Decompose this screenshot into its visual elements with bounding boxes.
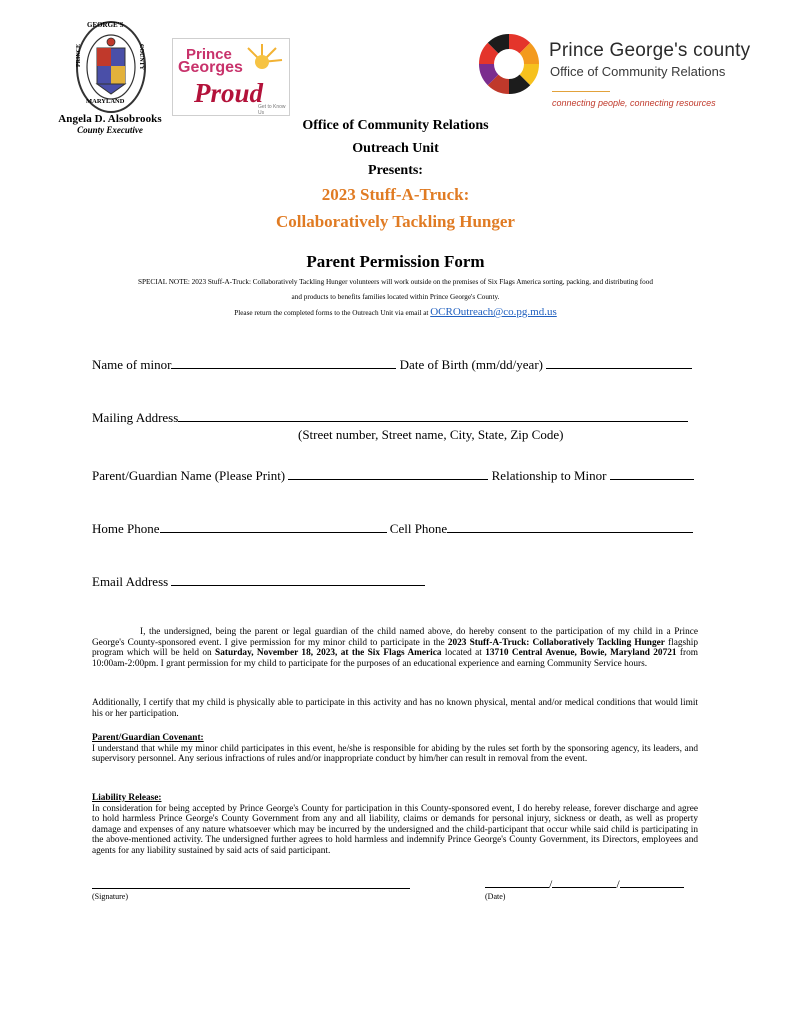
event-title-line-1: 2023 Stuff-A-Truck: — [321, 185, 470, 204]
signature-input[interactable] — [92, 888, 410, 889]
consent-text-a: I, the undersigned, being the parent or legal guardian of the child named above, do hereby consent to the participation of my child in a Prince George's County-sponsored event. I give permission for my minor child to participate in the — [92, 627, 698, 648]
guardian-name-input[interactable] — [288, 468, 488, 480]
minor-name-input[interactable] — [171, 357, 396, 369]
county-wheel-logo — [478, 33, 540, 95]
phone-row — [92, 521, 693, 537]
email-label: Email Address — [92, 574, 169, 589]
mailing-row — [92, 410, 688, 426]
tagline: connecting people, connecting resources — [552, 98, 716, 108]
email-input[interactable] — [171, 574, 425, 586]
date-input[interactable] — [485, 876, 684, 892]
covenant-section — [92, 733, 698, 765]
signature-label: (Signature) — [92, 892, 128, 901]
special-note-line-1: SPECIAL NOTE: 2023 Stuff-A-Truck: Collaboratively Tackling Hunger volunteers will work outside on the premises of Six Flags America sorting, packing, and distributing food — [138, 278, 653, 286]
event-date-venue: Saturday, November 18, 2023, at the Six Flags America — [215, 648, 442, 659]
special-note-line-3 — [0, 306, 791, 318]
executive-title: County Executive — [77, 125, 143, 135]
return-instruction: Please return the completed forms to the Outreach Unit via email at — [234, 309, 429, 317]
consent-text-g: from 10:00am-2:00pm. I grant permission for my child to participate for the purposes of an educational experience and earning Community Service hours. — [92, 648, 698, 669]
certify-paragraph: Additionally, I certify that my child is physically able to participate in this activity and has no known physical, mental and/or medical conditions that would limit his or her participation. — [92, 698, 698, 719]
guardian-name-label: Parent/Guardian Name (Please Print) — [92, 468, 286, 483]
covenant-text: I understand that while my minor child participates in this event, he/she is responsible for abiding by the rules set forth by the sponsoring agency, its leaders, and supervisory personnel. Any serious infractions of rules and/or inappropriate conduct by him/her can result in removal from the event. — [92, 743, 698, 765]
relationship-input[interactable] — [610, 468, 694, 480]
proud-line-3: Proud — [194, 78, 264, 108]
event-title-line-2: Collaboratively Tackling Hunger — [276, 212, 515, 231]
proud-line-2: Georges — [178, 59, 243, 76]
date-separator-1: / — [549, 877, 553, 891]
liability-text: In consideration for being accepted by Prince George's County for participation in this County-sponsored event, I do hereby release, forever discharge and agree to hold harmless Prince George's County Government from any and all liability, claims or demands for personal injury, sickness or death, as well as property damage and expenses of any nature whatsoever which may be incurred by the undersigned and the child-participant that occur while said child is participating in the above-mentioned activity. The undersigned further agrees to hold harmless and indemnify Prince George's County Government, its Directors, employees and agents for any liability sustained by said acts of said participant. — [92, 803, 698, 856]
guardian-row — [92, 468, 694, 484]
county-office: Office of Community Relations — [550, 64, 726, 79]
seal-left-text: PRINCE — [76, 44, 82, 68]
prince-georges-proud-logo — [172, 38, 290, 116]
date-separator-2: / — [616, 877, 620, 891]
email-row — [92, 574, 425, 590]
seal-bottom-text: MARYLAND — [86, 98, 125, 105]
special-note-line-2: and products to benefits families located within Prince George's County. — [291, 293, 500, 301]
liability-section — [92, 793, 698, 857]
cell-phone-label: Cell Phone — [389, 521, 448, 536]
minor-name-row — [92, 357, 692, 373]
consent-text-e: located at — [441, 648, 486, 659]
unit-title: Outreach Unit — [352, 141, 439, 156]
seal-top-text: GEORGE'S — [87, 21, 124, 29]
executive-name: Angela D. Alsobrooks — [58, 113, 162, 125]
home-phone-input[interactable] — [160, 521, 387, 533]
presents-label: Presents: — [368, 163, 423, 178]
mailing-input[interactable] — [178, 410, 688, 422]
form-title: Parent Permission Form — [306, 252, 485, 271]
minor-name-label: Name of minor — [92, 357, 172, 372]
seal-right-text: COUNTY — [138, 44, 144, 71]
office-title: Office of Community Relations — [302, 118, 489, 133]
consent-text-c: flagship program which will be held on — [92, 637, 698, 659]
event-address: 13710 Central Avenue, Bowie, Maryland 20721 — [485, 648, 677, 659]
consent-paragraph — [92, 627, 698, 669]
mailing-hint: (Street number, Street name, City, State, Zip Code) — [298, 427, 564, 442]
liability-heading: Liability Release: — [92, 793, 162, 803]
cell-phone-input[interactable] — [447, 521, 693, 533]
proud-small-text: Get to Know Us — [258, 104, 286, 116]
outreach-email-link[interactable]: OCROutreach@co.pg.md.us — [430, 306, 557, 318]
tagline-divider — [552, 91, 610, 92]
program-name: 2023 Stuff-A-Truck: Collaboratively Tackling Hunger — [447, 637, 665, 648]
relationship-label: Relationship to Minor — [491, 468, 607, 483]
dob-input[interactable] — [546, 357, 692, 369]
county-name: Prince George's county — [549, 40, 751, 61]
dob-label: Date of Birth (mm/dd/year) — [399, 357, 543, 372]
covenant-heading: Parent/Guardian Covenant: — [92, 733, 204, 743]
mailing-label: Mailing Address — [92, 410, 179, 425]
home-phone-label: Home Phone — [92, 521, 160, 536]
date-label: (Date) — [485, 892, 506, 901]
proud-line-1: Prince — [186, 46, 232, 63]
